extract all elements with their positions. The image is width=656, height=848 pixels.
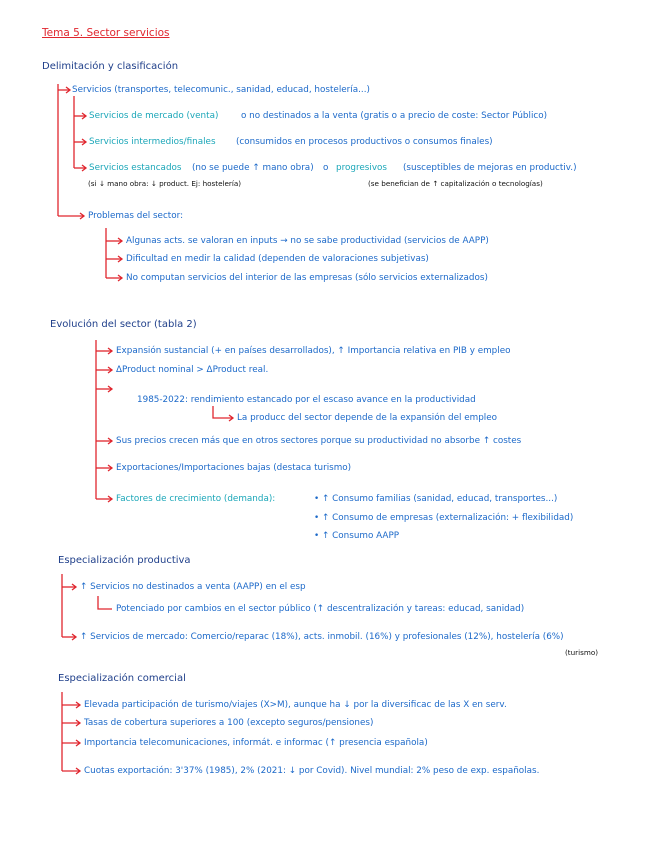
growth-factor: • ↑ Consumo familias (sanidad, educad, transportes...): [314, 494, 558, 504]
problem-item: Algunas acts. se valoran en inputs → no se sabe productividad (servicios de AAPP): [126, 236, 489, 246]
problem-item: No computan servicios del interior de las empresas (sólo servicios externalizados): [126, 273, 488, 283]
evolution-item: Sus precios crecen más que en otros sectores porque su productividad no absorbe ↑ costes: [116, 436, 522, 446]
services-list: Servicios (transportes, telecomunic., sanidad, educad, hostelería...): [72, 85, 370, 95]
growth-factors-label: Factores de crecimiento (demanda):: [116, 494, 276, 504]
market-services: Servicios de mercado (venta): [89, 111, 219, 121]
evolution-item: ΔProduct nominal > ΔProduct real.: [116, 365, 269, 375]
section-heading-delimitacion: Delimitación y clasificación: [42, 61, 179, 72]
growth-factor: • ↑ Consumo de empresas (externalización: + flexibilidad): [314, 513, 574, 523]
evolution-item: Expansión sustancial (+ en países desarrollados), ↑ Importancia relativa en PIB y empleo: [116, 346, 511, 356]
section-heading-esp-productiva: Especialización productiva: [58, 555, 191, 566]
non-market-services: o no destinados a la venta (gratis o a precio de coste: Sector Público): [241, 111, 548, 121]
evolution-item: Exportaciones/Importaciones bajas (destaca turismo): [116, 463, 352, 473]
growth-factor: • ↑ Consumo AAPP: [314, 531, 400, 541]
commercial-item: Tasas de cobertura superiores a 100 (excepto seguros/pensiones): [84, 718, 374, 728]
commercial-item: Importancia telecomunicaciones, informát. e informac (↑ presencia española): [84, 738, 428, 748]
conjunction-o: o: [323, 163, 329, 173]
section-heading-esp-comercial: Especialización comercial: [58, 673, 186, 684]
progressive-note: (se benefician de ↑ capitalización o tecnologías): [368, 179, 543, 188]
evolution-item: 1985-2022: rendimiento estancado por el escaso avance en la productividad: [137, 395, 476, 405]
intermediate-final-desc: (consumidos en procesos productivos o consumos finales): [236, 137, 493, 147]
tourism-note: (turismo): [565, 648, 599, 657]
progressive-desc: (susceptibles de mejoras en productiv.): [403, 163, 577, 173]
section-heading-evolucion: Evolución del sector (tabla 2): [50, 319, 197, 330]
productive-item: ↑ Servicios no destinados a venta (AAPP) en el esp: [80, 582, 306, 592]
intermediate-final-services: Servicios intermedios/finales: [89, 137, 216, 147]
stagnant-services: Servicios estancados: [89, 163, 182, 173]
progressive-services: progresivos: [336, 163, 388, 173]
stagnant-desc: (no se puede ↑ mano obra): [192, 163, 314, 173]
problems-heading: Problemas del sector:: [88, 211, 184, 221]
page-title: Tema 5. Sector servicios: [42, 27, 170, 39]
productive-subitem: Potenciado por cambios en el sector público (↑ descentralización y tareas: educad, sanidad): [116, 604, 525, 614]
commercial-item: Cuotas exportación: 3'37% (1985), 2% (2021: ↓ por Covid). Nivel mundial: 2% peso de exp. españolas.: [84, 766, 540, 776]
stagnant-note: (si ↓ mano obra: ↓ product. Ej: hostelería): [88, 179, 242, 188]
evolution-subitem: La producc del sector depende de la expansión del empleo: [237, 413, 498, 423]
productive-item: ↑ Servicios de mercado: Comercio/reparac (18%), acts. inmobil. (16%) y profesionales (12%), hostelería (6%): [80, 632, 564, 642]
commercial-item: Elevada participación de turismo/viajes (X>M), aunque ha ↓ por la diversificac de las X en serv.: [84, 700, 507, 710]
problem-item: Dificultad en medir la calidad (dependen de valoraciones subjetivas): [126, 254, 429, 264]
